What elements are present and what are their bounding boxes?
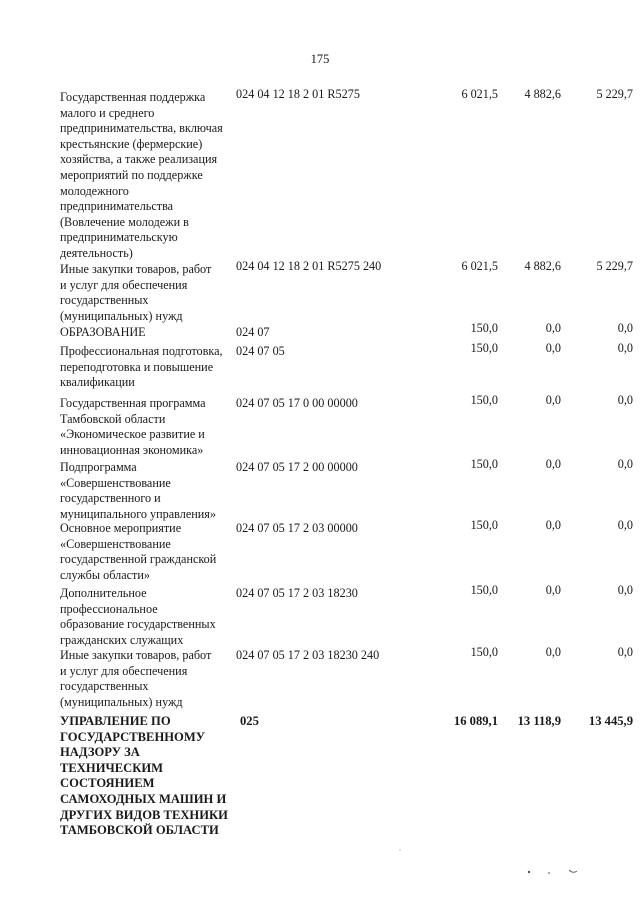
row-value-3: 0,0 [617, 393, 633, 407]
row-name: Подпрограмма «Совершенствование государственного и муниципального управления» [60, 460, 216, 521]
row-value-2: 0,0 [545, 645, 561, 659]
row-value-3: 0,0 [617, 321, 633, 335]
row-value-1: 150,0 [470, 393, 498, 407]
row-name: Профессиональная подготовка, переподготовка и повышение квалификации [60, 344, 223, 390]
row-value-1: 6 021,5 [461, 87, 498, 101]
row-value-3: 0,0 [617, 583, 633, 597]
row-code: 024 07 05 17 2 03 18230 [236, 586, 358, 600]
row-code: 024 07 [236, 325, 270, 339]
row-value-2: 13 118,9 [517, 714, 561, 728]
row-code: 024 04 12 18 2 01 R5275 [236, 87, 360, 101]
row-value-2: 0,0 [545, 321, 561, 335]
row-name: Государственная поддержка малого и среднего предпринимательства, включая крестьянские (фермерские) хозяйства, а также реализация мероприятий по поддержке молодежного предпринимательства (Вовлечение молодежи в предпринимательскую деятельность) [60, 90, 223, 260]
row-value-2: 0,0 [545, 341, 561, 355]
row-code: 024 04 12 18 2 01 R5275 240 [236, 259, 382, 273]
row-value-1: 150,0 [470, 645, 498, 659]
row-value-1: 150,0 [470, 321, 498, 335]
row-value-3: 0,0 [617, 457, 633, 471]
row-code: 025 [240, 714, 259, 728]
row-value-3: 0,0 [617, 518, 633, 532]
row-value-1: 16 089,1 [453, 714, 498, 728]
row-value-3: 5 229,7 [596, 259, 633, 273]
row-code: 024 07 05 17 2 03 18230 240 [236, 648, 380, 662]
row-name: УПРАВЛЕНИЕ ПО ГОСУДАРСТВЕННОМУ НАДЗОРУ ЗА ТЕХНИЧЕСКИМ СОСТОЯНИЕМ САМОХОДНЫХ МАШИН И ДРУГИХ ВИДОВ ТЕХНИКИ ТАМБОВСКОЙ ОБЛАСТИ [60, 714, 228, 838]
row-name: Иные закупки товаров, работ и услуг для обеспечения государственных (муниципальных) нужд [60, 648, 212, 709]
row-value-2: 0,0 [545, 583, 561, 597]
row-value-3: 0,0 [617, 341, 633, 355]
row-name: Иные закупки товаров, работ и услуг для обеспечения государственных (муниципальных) нужд [60, 262, 212, 323]
row-name: Государственная программа Тамбовской области «Экономическое развитие и инновационная экономика» [60, 396, 206, 457]
row-value-3: 13 445,9 [588, 714, 633, 728]
row-name: Дополнительное профессиональное образование государственных гражданских служащих [60, 586, 216, 647]
row-value-1: 150,0 [470, 583, 498, 597]
row-value-3: 0,0 [617, 645, 633, 659]
row-code: 024 07 05 17 2 00 00000 [236, 460, 358, 474]
row-value-1: 150,0 [470, 341, 498, 355]
row-name: ОБРАЗОВАНИЕ [60, 325, 146, 339]
row-code: 024 07 05 [236, 344, 285, 358]
row-value-2: 4 882,6 [524, 87, 561, 101]
row-value-1: 6 021,5 [461, 259, 498, 273]
row-code: 024 07 05 17 0 00 00000 [236, 396, 358, 410]
row-value-3: 5 229,7 [596, 87, 633, 101]
row-code: 024 07 05 17 2 03 00000 [236, 521, 358, 535]
row-value-1: 150,0 [470, 518, 498, 532]
row-value-2: 0,0 [545, 393, 561, 407]
row-value-1: 150,0 [470, 457, 498, 471]
row-value-2: 0,0 [545, 457, 561, 471]
row-name: Основное мероприятие «Совершенствование государственной гражданской службы области» [60, 521, 217, 582]
page-number: 175 [310, 52, 330, 66]
row-value-2: 0,0 [545, 518, 561, 532]
row-value-2: 4 882,6 [524, 259, 561, 273]
